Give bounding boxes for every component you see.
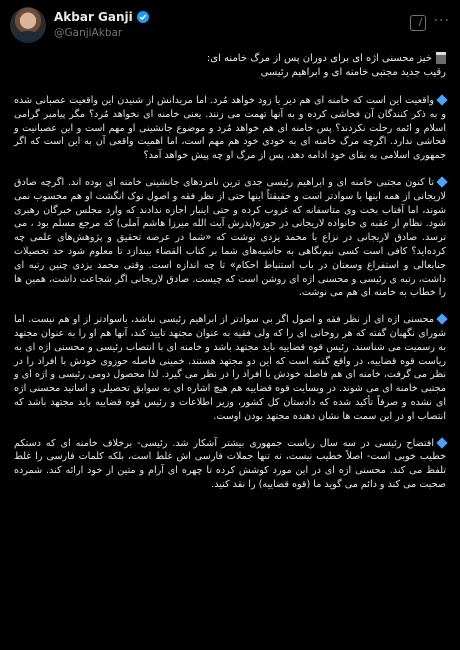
grok-icon[interactable]: [410, 15, 426, 31]
post-header: [10, 5, 450, 47]
post-paragraph: [14, 94, 446, 163]
blue-diamond-icon: [436, 94, 447, 105]
blue-diamond-icon: [436, 313, 447, 324]
post-title: [14, 52, 446, 66]
author-name[interactable]: Akbar Ganji: [54, 10, 133, 24]
blue-diamond-icon: [436, 437, 447, 448]
paragraph-text: محسنی اژه ای از نظر فقه و اصول اگر بی سوادتر از ابراهیم رئیسی نباشد، باسوادتر از او هم نیست. اما شورای نگهبان گفته که هر روحانی ای را که ولی فقیه به عنوان مجتهد تایید کند، آنها هم او را به عنوان مجتهد به رسمیت می شناسند. رئیس قوه قضاییه باید مجتهد باشد و خامنه ای با انتصاب رئیسی و محسنی اژه ای به ریاست قوه قضاییه، در واقع گفته است که این دو مجتهد هستند. خمینی فاصله حوزوی خودش با افراد را در نظر می گرفت، خامنه ای هم فاصله خودش با افراد را در نظر می گیرد. لذا محصول دومی رئیسی و اژه ای و مجتبی خامنه ای می شوند. در وبسایت قوه قضاییه هم هیچ اشاره ای به سوابق تحصیلی و اساتید محسنی اژه ای نشده و صرفاً تأکید شده که دادستان کل کشور، وزیر اطلاعات و رئیس قوه قضاییه باید مجتهد باشد که انتصاب او در این سمت ها نشان دهنده مجتهد بودن اوست.: [14, 314, 446, 422]
paragraph-text: افتضاح رئیسی در سه سال ریاست جمهوری بیشتر آشکار شد. رئیسی- برخلاف خامنه ای که دستکم خطیب خوبی است- اصلاً خطیب نیست، نه تنها جملات فارسی اش غلط است، بلکه کلمات فارسی را غلط تلفظ می کند. محسنی اژه ای در این مورد کوشش کرده تا چهره ای آرام و متین از خود ارائه کند. شمرده صحبت می کند و دائم می گوید ما (قوه قضاییه) را نقد کنید.: [14, 437, 446, 490]
more-options-icon[interactable]: ···: [433, 13, 450, 29]
clapperboard-icon: [436, 52, 446, 64]
post-body: [14, 52, 446, 505]
author-name-row[interactable]: [54, 9, 149, 25]
post-title-line-1: خیز محسنی اژه ای برای دوران پس از مرگ خامنه ای:: [206, 53, 432, 64]
paragraph-text: واقعیت این است که خامنه ای هم دیر یا زود خواهد مُرد. اما مریدانش از شنیدن این واقعیت عصبانی شده و به ذکر کنندگان آن فحاشی کرده و به آنها تهمت می زنند. یعنی خامنه ای نخواهد مُرد؟ مگر پیامبر گرامی اسلام و ائمه رحلت نکردند؟ پس خامنه ای هم خواهد مُرد و موضوع جانشینی او مهم است و این عصبانیت و فحاشی ندارد. اگرچه مرگ خامنه ای به خودی خود هم مهم است، اما اهمیت واقعی آن به این است که اگر جمهوری اسلامی به بقای خود ادامه دهد، پس از مرگ او چه پیش خواهد آمد؟: [14, 95, 446, 162]
post-paragraph: [14, 176, 446, 300]
paragraph-text: تا کنون مجتبی خامنه ای و ابراهیم رئیسی جدی ترین نامزدهای جانشینی خامنه ای بوده اند. اگرچه صادق لاریجانی از همه اینها با سوادتر است و حقیقتاً اینها حتی از نظر فقه و اصول نوک انگشت او هم محسوب نمی شوند، اما آفتاب بخت وی متاسفانه که غروب کرده و حتی اینبار اجازه ندادند که وارد مجلس خبرگان رهبری شود. نظام از عقبه ی خانواده لاریجانی در حوزه(پدرش آیت الله میرزا هاشم آملی) که مرجع مسلم بود ، می ترسد. صادق لاریجانی در نزاع با محمد یزدی نوشت که «شما در عرصه تحقیق و پژوهش‌های علمی چه کرده‌اید؟ کافی است کسی نیم‌نگاهی به حاشیه‌های شما بر کتاب القضاء بیندازد تا معلوم شود حد تحصیلات جنابعالی و استفراغ وسعتان در باب استنباط احکام» تا چه اندازه است. وقتی محمد یزدی چنین رتبه ای داشت، رتبه ی رئیسی و محسنی اژه ای روشن است که چیست. صادق لاریجانی اگر شجاعت داشت، همین ها را خطاب به خامنه ای هم می نوشت.: [14, 176, 446, 299]
post-paragraph: [14, 313, 446, 423]
blue-diamond-icon: [436, 176, 447, 187]
verified-badge-icon: [137, 11, 149, 23]
post-subtitle: رقیب جدید مجتبی خامنه ای و ابراهیم رئیسی: [260, 67, 446, 78]
avatar[interactable]: [10, 7, 46, 43]
author-handle[interactable]: @GanjiAkbar: [54, 27, 123, 39]
post-paragraph: [14, 437, 446, 492]
